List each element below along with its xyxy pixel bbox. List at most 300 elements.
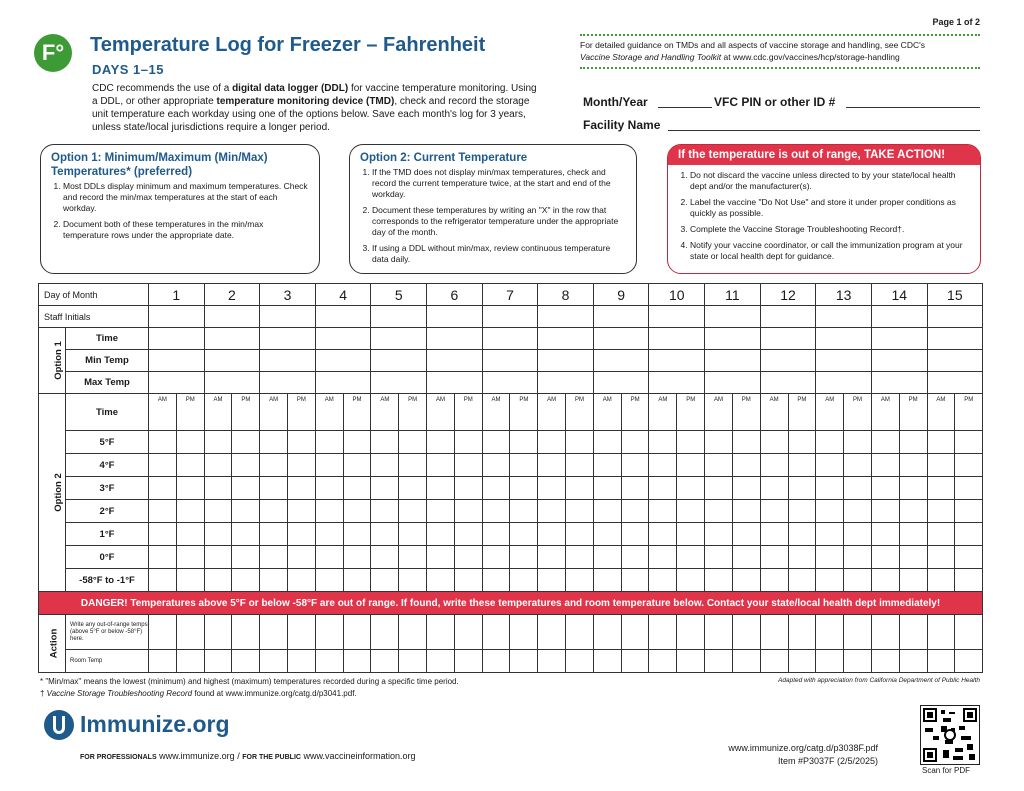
temp-am-cell[interactable] [260, 454, 288, 477]
out-of-range-pm-cell[interactable] [621, 615, 649, 650]
temp-am-cell[interactable] [538, 431, 566, 454]
temp-am-cell[interactable] [538, 523, 566, 546]
temp-pm-cell[interactable] [899, 546, 927, 569]
temp-pm-cell[interactable] [399, 500, 427, 523]
temp-pm-cell[interactable] [844, 569, 872, 592]
staff-initials-cell[interactable] [149, 306, 205, 328]
temp-pm-cell[interactable] [732, 569, 760, 592]
option1-entry-cell[interactable] [760, 328, 816, 350]
temp-am-cell[interactable] [871, 523, 899, 546]
temp-pm-cell[interactable] [176, 431, 204, 454]
temp-pm-cell[interactable] [343, 454, 371, 477]
temp-pm-cell[interactable] [955, 431, 983, 454]
temp-am-cell[interactable] [482, 477, 510, 500]
professionals-link[interactable]: www.immunize.org [159, 751, 235, 761]
temp-am-cell[interactable] [204, 523, 232, 546]
temp-pm-cell[interactable] [677, 546, 705, 569]
option1-entry-cell[interactable] [149, 350, 205, 372]
staff-initials-cell[interactable] [315, 306, 371, 328]
temp-pm-cell[interactable] [288, 431, 316, 454]
out-of-range-am-cell[interactable] [204, 615, 232, 650]
pm-time-cell[interactable]: PM [621, 394, 649, 431]
temp-pm-cell[interactable] [510, 523, 538, 546]
out-of-range-am-cell[interactable] [760, 615, 788, 650]
room-temp-am-cell[interactable] [204, 650, 232, 673]
option1-entry-cell[interactable] [204, 372, 260, 394]
temp-pm-cell[interactable] [677, 431, 705, 454]
temp-am-cell[interactable] [149, 546, 177, 569]
staff-initials-cell[interactable] [649, 306, 705, 328]
vfc-pin-field[interactable] [846, 107, 980, 108]
temp-pm-cell[interactable] [510, 477, 538, 500]
temp-pm-cell[interactable] [732, 523, 760, 546]
option1-entry-cell[interactable] [482, 328, 538, 350]
option1-entry-cell[interactable] [705, 328, 761, 350]
temp-pm-cell[interactable] [288, 569, 316, 592]
room-temp-pm-cell[interactable] [899, 650, 927, 673]
temp-pm-cell[interactable] [454, 546, 482, 569]
option1-entry-cell[interactable] [538, 372, 594, 394]
temp-am-cell[interactable] [593, 523, 621, 546]
room-temp-am-cell[interactable] [705, 650, 733, 673]
temp-am-cell[interactable] [260, 500, 288, 523]
out-of-range-am-cell[interactable] [149, 615, 177, 650]
temp-pm-cell[interactable] [343, 500, 371, 523]
room-temp-pm-cell[interactable] [288, 650, 316, 673]
option1-entry-cell[interactable] [538, 350, 594, 372]
temp-pm-cell[interactable] [343, 569, 371, 592]
temp-am-cell[interactable] [705, 454, 733, 477]
temp-pm-cell[interactable] [232, 523, 260, 546]
option1-entry-cell[interactable] [427, 350, 483, 372]
temp-am-cell[interactable] [705, 477, 733, 500]
am-time-cell[interactable]: AM [315, 394, 343, 431]
option1-entry-cell[interactable] [204, 350, 260, 372]
temp-pm-cell[interactable] [454, 431, 482, 454]
staff-initials-cell[interactable] [538, 306, 594, 328]
staff-initials-cell[interactable] [371, 306, 427, 328]
temp-am-cell[interactable] [260, 569, 288, 592]
temp-am-cell[interactable] [538, 454, 566, 477]
temp-am-cell[interactable] [371, 477, 399, 500]
temp-pm-cell[interactable] [454, 569, 482, 592]
am-time-cell[interactable]: AM [482, 394, 510, 431]
pm-time-cell[interactable]: PM [677, 394, 705, 431]
room-temp-pm-cell[interactable] [510, 650, 538, 673]
temp-am-cell[interactable] [871, 500, 899, 523]
staff-initials-cell[interactable] [204, 306, 260, 328]
am-time-cell[interactable]: AM [427, 394, 455, 431]
temp-pm-cell[interactable] [899, 431, 927, 454]
temp-am-cell[interactable] [649, 523, 677, 546]
temp-am-cell[interactable] [705, 569, 733, 592]
temp-pm-cell[interactable] [788, 454, 816, 477]
pm-time-cell[interactable]: PM [232, 394, 260, 431]
option1-entry-cell[interactable] [649, 328, 705, 350]
temp-am-cell[interactable] [371, 546, 399, 569]
out-of-range-pm-cell[interactable] [288, 615, 316, 650]
option1-entry-cell[interactable] [927, 328, 983, 350]
temp-pm-cell[interactable] [232, 431, 260, 454]
room-temp-pm-cell[interactable] [399, 650, 427, 673]
temp-pm-cell[interactable] [232, 569, 260, 592]
room-temp-am-cell[interactable] [427, 650, 455, 673]
room-temp-pm-cell[interactable] [788, 650, 816, 673]
out-of-range-am-cell[interactable] [427, 615, 455, 650]
temp-pm-cell[interactable] [955, 477, 983, 500]
temp-pm-cell[interactable] [844, 523, 872, 546]
temp-pm-cell[interactable] [454, 523, 482, 546]
temp-am-cell[interactable] [927, 546, 955, 569]
temp-am-cell[interactable] [871, 454, 899, 477]
temp-pm-cell[interactable] [788, 431, 816, 454]
out-of-range-am-cell[interactable] [927, 615, 955, 650]
temp-pm-cell[interactable] [510, 546, 538, 569]
room-temp-am-cell[interactable] [538, 650, 566, 673]
option1-entry-cell[interactable] [927, 372, 983, 394]
temp-am-cell[interactable] [315, 569, 343, 592]
staff-initials-cell[interactable] [760, 306, 816, 328]
room-temp-am-cell[interactable] [927, 650, 955, 673]
temp-pm-cell[interactable] [343, 523, 371, 546]
temp-am-cell[interactable] [371, 569, 399, 592]
staff-initials-cell[interactable] [482, 306, 538, 328]
out-of-range-pm-cell[interactable] [844, 615, 872, 650]
temp-am-cell[interactable] [371, 454, 399, 477]
am-time-cell[interactable]: AM [816, 394, 844, 431]
temp-am-cell[interactable] [927, 477, 955, 500]
option1-entry-cell[interactable] [482, 350, 538, 372]
temp-am-cell[interactable] [204, 500, 232, 523]
temp-pm-cell[interactable] [677, 569, 705, 592]
temp-am-cell[interactable] [315, 546, 343, 569]
option1-entry-cell[interactable] [816, 328, 872, 350]
room-temp-am-cell[interactable] [649, 650, 677, 673]
out-of-range-am-cell[interactable] [593, 615, 621, 650]
temp-pm-cell[interactable] [343, 477, 371, 500]
temp-pm-cell[interactable] [399, 546, 427, 569]
room-temp-am-cell[interactable] [816, 650, 844, 673]
temp-pm-cell[interactable] [399, 431, 427, 454]
room-temp-am-cell[interactable] [871, 650, 899, 673]
temp-am-cell[interactable] [482, 454, 510, 477]
temp-pm-cell[interactable] [788, 477, 816, 500]
temp-pm-cell[interactable] [955, 523, 983, 546]
temp-am-cell[interactable] [538, 500, 566, 523]
option1-entry-cell[interactable] [260, 372, 316, 394]
out-of-range-am-cell[interactable] [315, 615, 343, 650]
temp-am-cell[interactable] [593, 431, 621, 454]
out-of-range-pm-cell[interactable] [510, 615, 538, 650]
temp-pm-cell[interactable] [566, 500, 594, 523]
temp-pm-cell[interactable] [677, 523, 705, 546]
temp-pm-cell[interactable] [621, 569, 649, 592]
option1-entry-cell[interactable] [315, 328, 371, 350]
temp-am-cell[interactable] [204, 477, 232, 500]
temp-pm-cell[interactable] [232, 454, 260, 477]
temp-pm-cell[interactable] [621, 500, 649, 523]
room-temp-am-cell[interactable] [260, 650, 288, 673]
out-of-range-am-cell[interactable] [538, 615, 566, 650]
option1-entry-cell[interactable] [593, 328, 649, 350]
staff-initials-cell[interactable] [927, 306, 983, 328]
temp-am-cell[interactable] [649, 454, 677, 477]
temp-pm-cell[interactable] [844, 546, 872, 569]
room-temp-am-cell[interactable] [315, 650, 343, 673]
option1-entry-cell[interactable] [927, 350, 983, 372]
temp-pm-cell[interactable] [899, 477, 927, 500]
temp-pm-cell[interactable] [510, 454, 538, 477]
temp-pm-cell[interactable] [566, 569, 594, 592]
temp-pm-cell[interactable] [844, 431, 872, 454]
temp-am-cell[interactable] [871, 477, 899, 500]
temp-pm-cell[interactable] [621, 523, 649, 546]
temp-pm-cell[interactable] [454, 500, 482, 523]
option1-entry-cell[interactable] [371, 350, 427, 372]
temp-am-cell[interactable] [816, 454, 844, 477]
temp-am-cell[interactable] [149, 500, 177, 523]
temp-am-cell[interactable] [204, 454, 232, 477]
option1-entry-cell[interactable] [816, 372, 872, 394]
temp-am-cell[interactable] [816, 477, 844, 500]
option1-entry-cell[interactable] [705, 350, 761, 372]
temp-pm-cell[interactable] [176, 454, 204, 477]
out-of-range-pm-cell[interactable] [176, 615, 204, 650]
pm-time-cell[interactable]: PM [899, 394, 927, 431]
pm-time-cell[interactable]: PM [844, 394, 872, 431]
out-of-range-am-cell[interactable] [871, 615, 899, 650]
facility-name-field[interactable] [668, 130, 980, 131]
temp-am-cell[interactable] [927, 569, 955, 592]
staff-initials-cell[interactable] [427, 306, 483, 328]
out-of-range-am-cell[interactable] [260, 615, 288, 650]
temp-am-cell[interactable] [816, 431, 844, 454]
temp-am-cell[interactable] [760, 477, 788, 500]
temp-pm-cell[interactable] [844, 454, 872, 477]
temp-pm-cell[interactable] [955, 569, 983, 592]
option1-entry-cell[interactable] [871, 328, 927, 350]
temp-am-cell[interactable] [260, 477, 288, 500]
temp-am-cell[interactable] [260, 546, 288, 569]
room-temp-am-cell[interactable] [482, 650, 510, 673]
out-of-range-pm-cell[interactable] [677, 615, 705, 650]
option1-entry-cell[interactable] [593, 350, 649, 372]
temp-am-cell[interactable] [204, 546, 232, 569]
temp-am-cell[interactable] [816, 523, 844, 546]
temp-am-cell[interactable] [538, 569, 566, 592]
temp-pm-cell[interactable] [454, 454, 482, 477]
out-of-range-pm-cell[interactable] [399, 615, 427, 650]
temp-pm-cell[interactable] [788, 523, 816, 546]
temp-pm-cell[interactable] [788, 546, 816, 569]
temp-am-cell[interactable] [760, 500, 788, 523]
temp-pm-cell[interactable] [288, 546, 316, 569]
temp-pm-cell[interactable] [732, 546, 760, 569]
pm-time-cell[interactable]: PM [732, 394, 760, 431]
option1-entry-cell[interactable] [149, 328, 205, 350]
temp-pm-cell[interactable] [176, 546, 204, 569]
temp-am-cell[interactable] [593, 500, 621, 523]
temp-am-cell[interactable] [705, 431, 733, 454]
option1-entry-cell[interactable] [371, 328, 427, 350]
temp-pm-cell[interactable] [621, 546, 649, 569]
pm-time-cell[interactable]: PM [510, 394, 538, 431]
temp-am-cell[interactable] [427, 569, 455, 592]
temp-am-cell[interactable] [371, 500, 399, 523]
temp-am-cell[interactable] [760, 431, 788, 454]
temp-am-cell[interactable] [149, 523, 177, 546]
room-temp-pm-cell[interactable] [454, 650, 482, 673]
temp-am-cell[interactable] [593, 569, 621, 592]
out-of-range-pm-cell[interactable] [343, 615, 371, 650]
temp-pm-cell[interactable] [399, 477, 427, 500]
temp-am-cell[interactable] [204, 431, 232, 454]
option1-entry-cell[interactable] [538, 328, 594, 350]
temp-am-cell[interactable] [871, 546, 899, 569]
pm-time-cell[interactable]: PM [288, 394, 316, 431]
temp-am-cell[interactable] [149, 431, 177, 454]
temp-pm-cell[interactable] [566, 454, 594, 477]
month-year-field[interactable] [658, 107, 712, 108]
temp-pm-cell[interactable] [399, 569, 427, 592]
pm-time-cell[interactable]: PM [399, 394, 427, 431]
temp-am-cell[interactable] [482, 523, 510, 546]
temp-am-cell[interactable] [149, 477, 177, 500]
option1-entry-cell[interactable] [649, 372, 705, 394]
temp-pm-cell[interactable] [566, 431, 594, 454]
option1-entry-cell[interactable] [315, 350, 371, 372]
am-time-cell[interactable]: AM [149, 394, 177, 431]
option1-entry-cell[interactable] [649, 350, 705, 372]
temp-am-cell[interactable] [649, 500, 677, 523]
temp-am-cell[interactable] [593, 477, 621, 500]
room-temp-am-cell[interactable] [593, 650, 621, 673]
option1-entry-cell[interactable] [204, 328, 260, 350]
option1-entry-cell[interactable] [760, 372, 816, 394]
temp-am-cell[interactable] [927, 454, 955, 477]
temp-am-cell[interactable] [593, 454, 621, 477]
temp-am-cell[interactable] [149, 569, 177, 592]
pm-time-cell[interactable]: PM [176, 394, 204, 431]
temp-am-cell[interactable] [705, 546, 733, 569]
option1-entry-cell[interactable] [705, 372, 761, 394]
temp-pm-cell[interactable] [232, 477, 260, 500]
option1-entry-cell[interactable] [482, 372, 538, 394]
temp-pm-cell[interactable] [288, 454, 316, 477]
temp-am-cell[interactable] [371, 523, 399, 546]
out-of-range-pm-cell[interactable] [566, 615, 594, 650]
temp-pm-cell[interactable] [899, 500, 927, 523]
room-temp-am-cell[interactable] [760, 650, 788, 673]
temp-pm-cell[interactable] [788, 500, 816, 523]
temp-pm-cell[interactable] [288, 523, 316, 546]
temp-am-cell[interactable] [260, 523, 288, 546]
option1-entry-cell[interactable] [260, 328, 316, 350]
staff-initials-cell[interactable] [593, 306, 649, 328]
pm-time-cell[interactable]: PM [566, 394, 594, 431]
temp-am-cell[interactable] [649, 546, 677, 569]
pm-time-cell[interactable]: PM [454, 394, 482, 431]
room-temp-pm-cell[interactable] [844, 650, 872, 673]
am-time-cell[interactable]: AM [760, 394, 788, 431]
option1-entry-cell[interactable] [427, 372, 483, 394]
am-time-cell[interactable]: AM [538, 394, 566, 431]
staff-initials-cell[interactable] [816, 306, 872, 328]
temp-pm-cell[interactable] [621, 454, 649, 477]
pm-time-cell[interactable]: PM [343, 394, 371, 431]
temp-am-cell[interactable] [482, 546, 510, 569]
temp-pm-cell[interactable] [510, 431, 538, 454]
temp-am-cell[interactable] [593, 546, 621, 569]
am-time-cell[interactable]: AM [649, 394, 677, 431]
am-time-cell[interactable]: AM [705, 394, 733, 431]
temp-pm-cell[interactable] [343, 431, 371, 454]
temp-am-cell[interactable] [816, 546, 844, 569]
temp-am-cell[interactable] [927, 431, 955, 454]
temp-pm-cell[interactable] [399, 454, 427, 477]
temp-am-cell[interactable] [649, 569, 677, 592]
staff-initials-cell[interactable] [260, 306, 316, 328]
option1-entry-cell[interactable] [260, 350, 316, 372]
temp-am-cell[interactable] [649, 431, 677, 454]
temp-pm-cell[interactable] [176, 569, 204, 592]
out-of-range-pm-cell[interactable] [899, 615, 927, 650]
temp-am-cell[interactable] [649, 477, 677, 500]
am-time-cell[interactable]: AM [260, 394, 288, 431]
temp-am-cell[interactable] [705, 523, 733, 546]
temp-am-cell[interactable] [149, 454, 177, 477]
temp-am-cell[interactable] [927, 500, 955, 523]
temp-pm-cell[interactable] [677, 454, 705, 477]
temp-pm-cell[interactable] [176, 477, 204, 500]
room-temp-am-cell[interactable] [371, 650, 399, 673]
temp-pm-cell[interactable] [566, 523, 594, 546]
temp-pm-cell[interactable] [677, 500, 705, 523]
am-time-cell[interactable]: AM [593, 394, 621, 431]
temp-am-cell[interactable] [427, 500, 455, 523]
temp-am-cell[interactable] [760, 569, 788, 592]
temp-am-cell[interactable] [315, 454, 343, 477]
temp-am-cell[interactable] [427, 477, 455, 500]
option1-entry-cell[interactable] [427, 328, 483, 350]
temp-am-cell[interactable] [760, 523, 788, 546]
out-of-range-pm-cell[interactable] [232, 615, 260, 650]
temp-pm-cell[interactable] [621, 477, 649, 500]
am-time-cell[interactable]: AM [204, 394, 232, 431]
room-temp-pm-cell[interactable] [621, 650, 649, 673]
temp-pm-cell[interactable] [844, 500, 872, 523]
temp-pm-cell[interactable] [510, 569, 538, 592]
temp-pm-cell[interactable] [955, 546, 983, 569]
out-of-range-am-cell[interactable] [816, 615, 844, 650]
pm-time-cell[interactable]: PM [955, 394, 983, 431]
room-temp-am-cell[interactable] [149, 650, 177, 673]
out-of-range-am-cell[interactable] [705, 615, 733, 650]
temp-pm-cell[interactable] [510, 500, 538, 523]
temp-pm-cell[interactable] [899, 454, 927, 477]
temp-am-cell[interactable] [427, 523, 455, 546]
temp-am-cell[interactable] [705, 500, 733, 523]
temp-am-cell[interactable] [816, 500, 844, 523]
temp-pm-cell[interactable] [232, 500, 260, 523]
temp-am-cell[interactable] [315, 500, 343, 523]
temp-am-cell[interactable] [427, 546, 455, 569]
temp-am-cell[interactable] [315, 431, 343, 454]
temp-pm-cell[interactable] [732, 477, 760, 500]
temp-pm-cell[interactable] [844, 477, 872, 500]
temp-am-cell[interactable] [760, 546, 788, 569]
pm-time-cell[interactable]: PM [788, 394, 816, 431]
